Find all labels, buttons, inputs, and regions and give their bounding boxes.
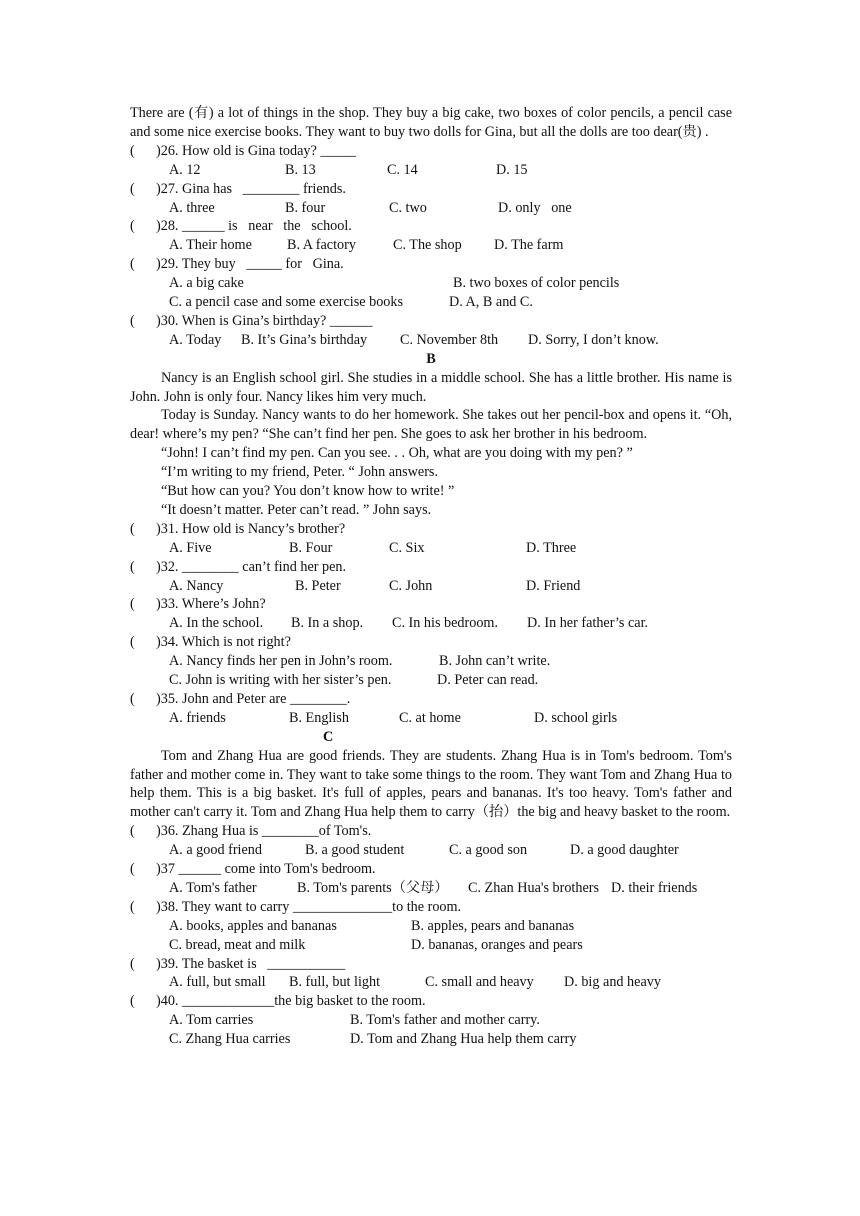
option-d: D. 15 (496, 161, 528, 178)
answer-bracket: ( (130, 596, 135, 613)
passage-b-paragraph: Nancy is an English school girl. She studies in a middle school. She has a little brother. His name is John. John is only four. Nancy likes him very much. (130, 369, 732, 405)
option-d: D. In her father’s car. (527, 615, 649, 632)
answer-bracket: ( (130, 312, 135, 329)
option-d: D. bananas, oranges and pears (411, 936, 583, 953)
question-30 (130, 312, 732, 331)
passage-b-dialogue: “It doesn’t matter. Peter can’t read. ” John says. (161, 501, 432, 518)
option-d: D. their friends (611, 879, 698, 896)
options-row (130, 671, 732, 690)
options-row (130, 879, 732, 898)
option-a: A. Today (169, 331, 222, 348)
option-d: D. A, B and C. (449, 294, 533, 310)
question-text: )30. When is Gina’s birthday? ______ (156, 312, 373, 329)
question-text: )36. Zhang Hua is ________of Tom's. (156, 823, 372, 840)
option-c: C. November 8th (400, 331, 499, 348)
options-row (130, 274, 732, 293)
question-text: )34. Which is not right? (156, 634, 291, 651)
option-d: D. big and heavy (564, 974, 661, 991)
options-row (130, 973, 732, 992)
option-b: B. apples, pears and bananas (411, 917, 575, 934)
answer-bracket: ( (130, 180, 135, 197)
question-text: )35. John and Peter are ________. (156, 690, 351, 707)
option-a: A. Nancy (169, 577, 224, 594)
options-row (130, 539, 732, 558)
question-34 (130, 633, 732, 652)
question-text: )28. ______ is near the school. (156, 218, 352, 235)
option-d: D. The farm (494, 237, 564, 254)
option-d: D. Tom and Zhang Hua help them carry (350, 1031, 577, 1048)
option-c: C. John is writing with her sister’s pen. (169, 672, 392, 689)
options-row (130, 936, 732, 955)
options-row (130, 331, 732, 350)
answer-bracket: ( (130, 861, 135, 878)
option-c: C. a pencil case and some exercise books (169, 294, 404, 310)
question-text: )38. They want to carry ______________to the room. (156, 898, 462, 915)
option-a: A. In the school. (169, 615, 264, 632)
option-d: D. school girls (534, 709, 618, 726)
passage-a-tail: There are (有) a lot of things in the shop. They buy a big cake, two boxes of color pencils, a pencil case and some nice exercise books. They want to buy two dolls for Gina, but all the dolls are too dear(贵) . (130, 105, 732, 140)
option-b: B. It’s Gina’s birthday (241, 331, 368, 348)
option-d: D. Three (526, 539, 577, 556)
question-40 (130, 992, 732, 1011)
option-c: C. Six (389, 539, 425, 556)
options-row (130, 161, 732, 180)
answer-bracket: ( (130, 142, 135, 159)
option-c: C. small and heavy (425, 974, 534, 991)
option-b: B. A factory (287, 237, 356, 254)
option-a: A. Tom's father (169, 879, 257, 896)
option-b: B. 13 (285, 161, 316, 178)
option-a: A. Five (169, 539, 212, 556)
option-b: B. Four (289, 539, 333, 556)
options-row (130, 199, 732, 218)
answer-bracket: ( (130, 256, 135, 273)
options-row (130, 1030, 732, 1049)
question-text: )27. Gina has ________ friends. (156, 180, 346, 197)
section-c-title: C (323, 728, 334, 745)
section-b-title: B (426, 350, 436, 367)
option-b: B. In a shop. (291, 615, 364, 632)
options-row (130, 614, 732, 633)
question-38 (130, 898, 732, 917)
question-text: )26. How old is Gina today? _____ (156, 142, 356, 159)
question-text: )33. Where’s John? (156, 596, 266, 613)
options-row (130, 293, 732, 312)
question-31 (130, 520, 732, 539)
question-text: )32. ________ can’t find her pen. (156, 558, 347, 575)
options-row (130, 1011, 732, 1030)
answer-bracket: ( (130, 558, 135, 575)
answer-bracket: ( (130, 218, 135, 235)
answer-bracket: ( (130, 898, 135, 915)
options-row (130, 236, 732, 255)
option-d: D. only one (498, 199, 572, 216)
options-row (130, 709, 732, 728)
options-row (130, 577, 732, 596)
passage-b-paragraph: Today is Sunday. Nancy wants to do her homework. She takes out her pencil-box and opens it. “Oh, dear! where’s my pen? “She can’t find her pen. She goes to ask her brother in his bedroom. (130, 407, 732, 443)
option-c: C. a good son (449, 842, 528, 859)
option-c: C. at home (399, 709, 461, 726)
question-27 (130, 180, 732, 199)
passage-b-dialogue: “I’m writing to my friend, Peter. “ John answers. (161, 464, 438, 481)
option-b: B. John can’t write. (439, 653, 551, 670)
question-37 (130, 860, 732, 879)
option-c: C. The shop (393, 237, 462, 254)
question-35 (130, 690, 732, 709)
option-b: B. Tom's parents（父母） (297, 879, 449, 896)
answer-bracket: ( (130, 955, 135, 972)
question-text: )29. They buy _____ for Gina. (156, 256, 344, 273)
question-26 (130, 142, 732, 161)
exam-page (130, 104, 732, 1049)
option-a: A. three (169, 199, 215, 216)
option-c: C. bread, meat and milk (169, 936, 306, 953)
question-text: )39. The basket is ___________ (156, 955, 346, 972)
question-29 (130, 255, 732, 274)
option-c: C. In his bedroom. (392, 615, 499, 632)
answer-bracket: ( (130, 823, 135, 840)
answer-bracket: ( (130, 520, 135, 537)
option-a: A. a big cake (169, 275, 244, 292)
option-b: B. full, but light (289, 974, 381, 991)
option-b: B. two boxes of color pencils (453, 275, 620, 292)
option-a: A. friends (169, 709, 226, 726)
option-a: A. Tom carries (169, 1012, 254, 1029)
option-c: C. two (389, 199, 427, 216)
question-28 (130, 217, 732, 236)
option-b: B. Tom's father and mother carry. (350, 1012, 540, 1029)
answer-bracket: ( (130, 993, 135, 1010)
question-text: )40. _____________the big basket to the room. (156, 993, 426, 1010)
option-d: D. Peter can read. (437, 672, 539, 689)
options-row (130, 917, 732, 936)
option-b: B. Peter (295, 577, 341, 594)
option-c: C. John (389, 577, 433, 594)
option-a: A. books, apples and bananas (169, 917, 337, 934)
question-text: )31. How old is Nancy’s brother? (156, 520, 346, 537)
question-39 (130, 955, 732, 974)
options-row (130, 652, 732, 671)
option-d: D. Friend (526, 577, 581, 594)
question-36 (130, 822, 732, 841)
option-a: A. Their home (169, 237, 252, 254)
question-33 (130, 595, 732, 614)
option-a: A. a good friend (169, 842, 262, 859)
option-c: C. Zhang Hua carries (169, 1031, 291, 1048)
option-d: D. Sorry, I don’t know. (528, 331, 659, 348)
option-b: B. English (289, 709, 349, 726)
options-row (130, 841, 732, 860)
option-a: A. 12 (169, 161, 201, 178)
passage-b-dialogue: “John! I can’t find my pen. Can you see. . . Oh, what are you doing with my pen? ” (161, 445, 633, 462)
passage-b-dialogue: “But how can you? You don’t know how to write! ” (161, 483, 455, 500)
question-32 (130, 558, 732, 577)
passage-c-paragraph: Tom and Zhang Hua are good friends. They are students. Zhang Hua is in Tom's bedroom. Tom's father and mother come in. They want to take some things to the room. They want Tom and Zhang Hua to help them. This is a big basket. It's full of apples, pears and bananas. It's too heavy. Tom's father and mother can't carry it. Tom and Zhang Hua help them to carry（抬）the big and heavy basket to the room. (130, 747, 732, 821)
option-c: C. 14 (387, 161, 418, 178)
option-c: C. Zhan Hua's brothers (468, 879, 600, 896)
option-b: B. a good student (305, 842, 405, 859)
option-d: D. a good daughter (570, 842, 679, 859)
option-a: A. full, but small (169, 974, 266, 991)
question-text: )37 ______ come into Tom's bedroom. (156, 861, 376, 878)
answer-bracket: ( (130, 690, 135, 707)
answer-bracket: ( (130, 634, 135, 651)
option-b: B. four (285, 199, 326, 216)
option-a: A. Nancy finds her pen in John’s room. (169, 653, 393, 670)
